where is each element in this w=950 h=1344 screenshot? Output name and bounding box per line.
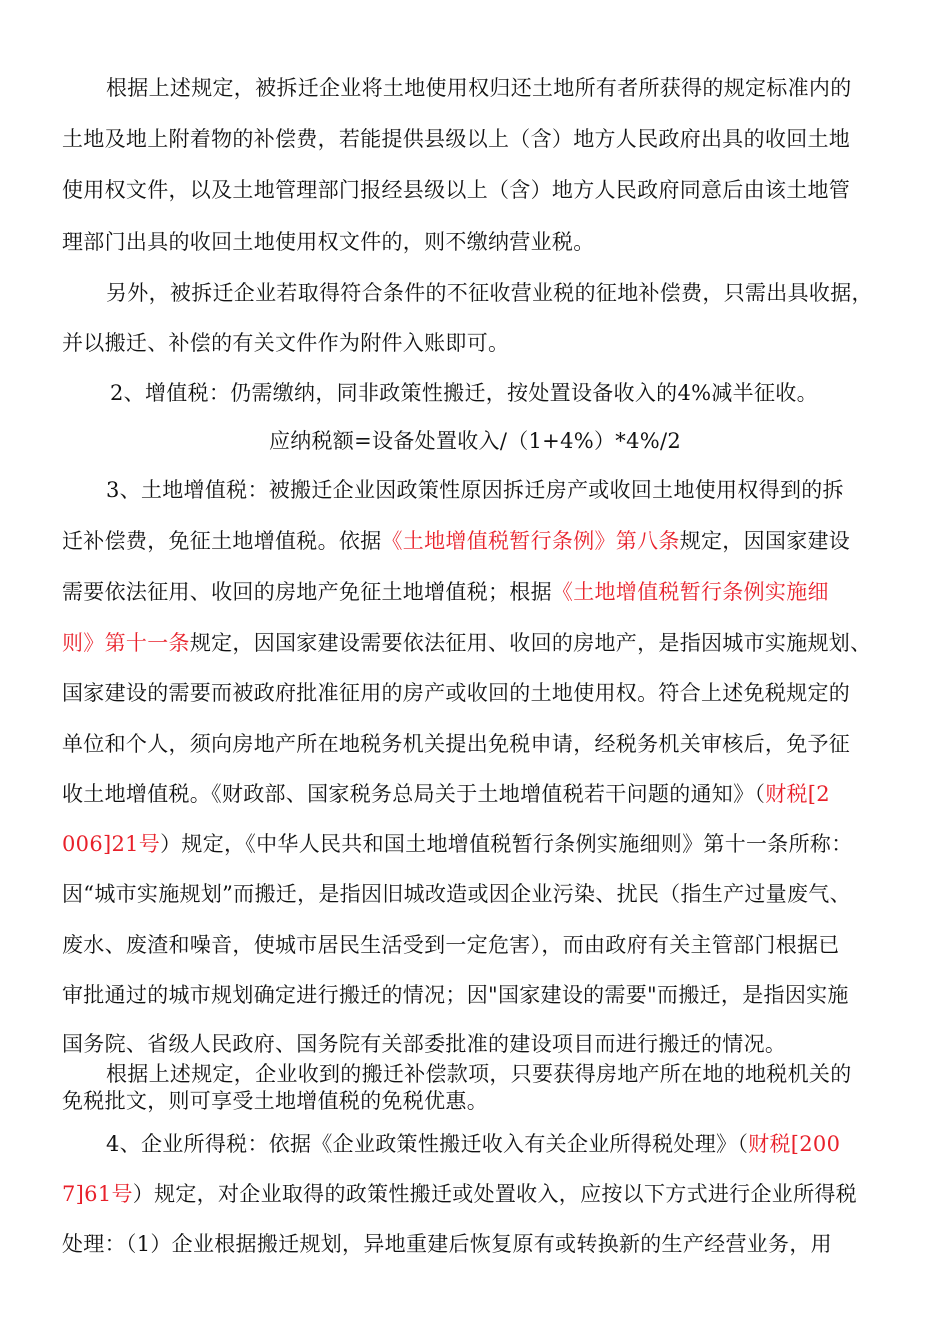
text-run: 2、增值税：仍需缴纳，同非政策性搬迁，按处置设备收入的4%减半征收。 — [110, 381, 818, 405]
text-run: 根据上述规定，企业收到的搬迁补偿款项，只要获得房地产所在地的地税机关的 — [106, 1062, 852, 1086]
paragraph-line — [62, 929, 840, 959]
text-run: 国务院、省级人民政府、国务院有关部委批准的建设项目而进行搬迁的情况。 — [62, 1032, 787, 1056]
paragraph-line — [62, 123, 850, 153]
formula-line — [0, 425, 950, 455]
text-run: 4、企业所得税：依据《企业政策性搬迁收入有关企业所得税处理》（ — [106, 1132, 749, 1156]
text-run: 使用权文件，以及土地管理部门报经县级以上（含）地方人民政府同意后由该土地管 — [62, 178, 851, 202]
text-run: 土地及地上附着物的补偿费，若能提供县级以上（含）地方人民政府出具的收回土地 — [62, 127, 851, 151]
document-number: 财税[2 — [765, 782, 830, 806]
paragraph-line — [106, 1128, 840, 1158]
document-number: 财税[200 — [748, 1132, 841, 1156]
paragraph-line — [62, 1085, 488, 1115]
paragraph-line — [62, 1228, 832, 1258]
text-run: 处理：（1）企业根据搬迁规划，异地重建后恢复原有或转换新的生产经营业务，用 — [62, 1232, 832, 1256]
text-run: 并以搬迁、补偿的有关文件作为附件入账即可。 — [62, 331, 510, 355]
text-run: 审批通过的城市规划确定进行搬迁的情况；因"国家建设的需要"而搬迁，是指因实施 — [62, 983, 849, 1007]
paragraph-line — [62, 525, 850, 555]
paragraph-line — [62, 627, 871, 657]
paragraph-line — [62, 174, 850, 204]
paragraph-line — [62, 979, 849, 1009]
paragraph-line — [62, 677, 850, 707]
paragraph-line — [62, 728, 850, 758]
paragraph-line — [106, 72, 852, 102]
text-run: 免税批文，则可享受土地增值税的免税优惠。 — [62, 1089, 488, 1113]
paragraph-line — [62, 1028, 786, 1058]
text-run: 单位和个人，须向房地产所在地税务机关提出免税申请，经税务机关审核后，免予征 — [62, 732, 851, 756]
text-run: ）规定，对企业取得的政策性搬迁或处置收入，应按以下方式进行企业所得税 — [132, 1182, 857, 1206]
text-run: 根据上述规定，被拆迁企业将土地使用权归还土地所有者所获得的规定标准内的 — [106, 76, 852, 100]
paragraph-line — [106, 277, 873, 307]
text-run: 国家建设的需要而被政府批准征用的房产或收回的土地使用权。符合上述免税规定的 — [62, 681, 851, 705]
text-run: 规定，因国家建设需要依法征用、收回的房地产，是指因城市实施规划、 — [189, 631, 872, 655]
paragraph-line — [62, 576, 829, 606]
document-number: 006]21号 — [62, 832, 161, 856]
text-run: 3、土地增值税：被搬迁企业因政策性原因拆迁房产或收回土地使用权得到的拆 — [106, 478, 844, 502]
text-run: 因“城市实施规划”而搬迁，是指因旧城改造或因企业污染、扰民（指生产过量废气、 — [62, 882, 851, 906]
document-number: 7]61号 — [62, 1182, 133, 1206]
text-run: ）规定，《中华人民共和国土地增值税暂行条例实施细则》第十一条所称： — [160, 832, 853, 856]
paragraph-line — [62, 327, 509, 357]
paragraph-line — [110, 377, 818, 407]
formula-text: 应纳税额=设备处置收入/（1+4%）*4%/2 — [268, 429, 682, 453]
text-run: 理部门出具的收回土地使用权文件的，则不缴纳营业税。 — [62, 230, 595, 254]
text-run: 另外，被拆迁企业若取得符合条件的不征收营业税的征地补偿费，只需出具收据， — [106, 281, 873, 305]
text-run: 收土地增值税。《财政部、国家税务总局关于土地增值税若干问题的通知》（ — [62, 782, 766, 806]
paragraph-line — [62, 778, 830, 808]
regulation-reference: 则》第十一条 — [62, 631, 190, 655]
text-run: 迁补偿费，免征土地增值税。依据 — [62, 529, 382, 553]
regulation-reference: 《土地增值税暂行条例》第八条 — [381, 529, 680, 553]
paragraph-line — [62, 828, 853, 858]
paragraph-line — [62, 878, 851, 908]
paragraph-line — [106, 1058, 852, 1088]
regulation-reference: 《土地增值税暂行条例实施细 — [551, 580, 829, 604]
paragraph-line — [106, 474, 844, 504]
text-run: 规定，因国家建设 — [679, 529, 851, 553]
paragraph-line — [62, 226, 595, 256]
text-run: 废水、废渣和噪音，使城市居民生活受到一定危害），而由政府有关主管部门根据已 — [62, 933, 840, 957]
paragraph-line — [62, 1178, 857, 1208]
text-run: 需要依法征用、收回的房地产免征土地增值税；根据 — [62, 580, 552, 604]
